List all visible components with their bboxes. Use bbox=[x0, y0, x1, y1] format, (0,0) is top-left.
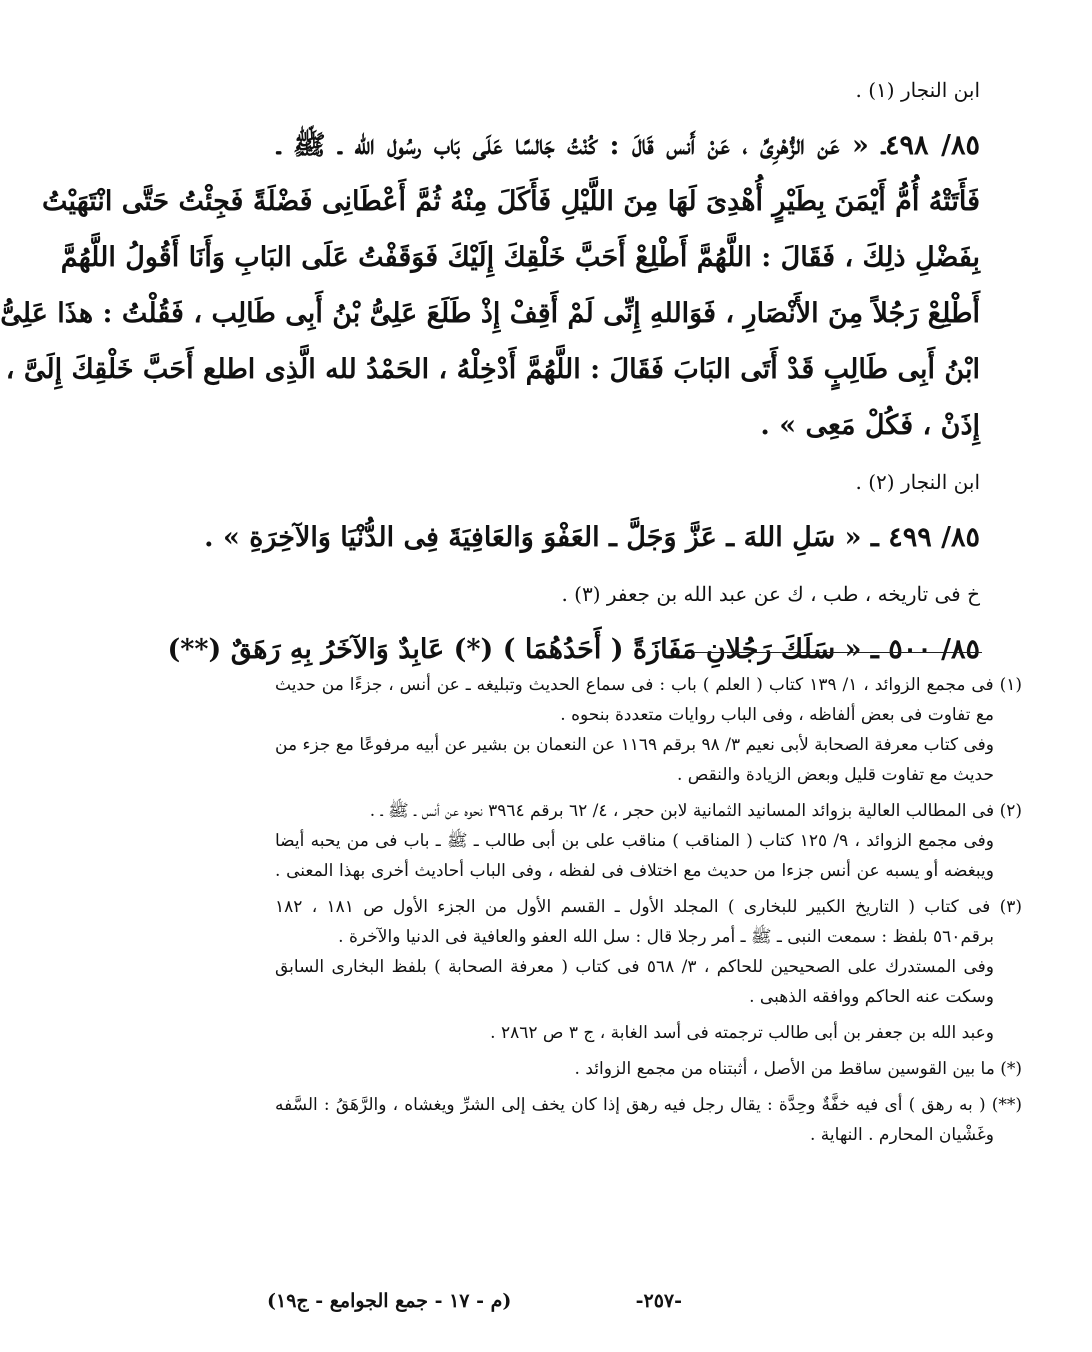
main-text bbox=[0, 62, 981, 678]
hadith-line: أَطْلِعْ رَجُلاً مِنَ الأَنْصَارِ ، فَوَاللهِ إِنِّى لَمْ أَقِفْ إِذْ طَلَعَ عَلِىُّ بْنُ أَبِى طَالِب ، فَقُلْتُ : هذَا عَلِىُّ bbox=[0, 298, 980, 329]
hadith-line: ٨٥/ ٥٠٠ ـ « سَلَكَ رَجُلانِ مَفَازَةً ( أَحَدُهُمَا ) (*) عَابِدٌ وَالآخَرُ بِهِ رَهَقٌ (**) bbox=[167, 634, 980, 665]
source-citation: خ فى تاريخه ، طب ، ك عن عبد الله بن جعفر (٣) . bbox=[561, 582, 980, 606]
footnote-line: وفى كتاب معرفة الصحابة لأبى نعيم ٣/ ٩٨ برقم ١١٦٩ عن النعمان بن بشير عن أبيه مرفوعًا مع جزء من bbox=[275, 735, 995, 755]
footnote-line: وعبد الله بن جعفر بن أبى طالب ترجمته فى أسد الغابة ، ج ٣ ص ٢٨٦٢ . bbox=[490, 1023, 994, 1043]
page-footer bbox=[247, 1290, 992, 1320]
footnote-line: ويبغضه أو يسبه عن أنس جزءا من حديث مع اختلاف فى لفظه ، وفى الباب أحاديث أخرى بهذا المعنى . bbox=[275, 861, 994, 881]
footnote-line: مع تفاوت فى بعض ألفاظه ، وفى الباب روايات متعددة بنحوه . bbox=[560, 705, 994, 725]
footnote-line: (**) ( به رهق ) أى فيه خفَّةٌ وحِدَّة : يقال رجل فيه رهق إذا كان يخف إلى الشرِّ ويغشاه ، والرَّهَقُ : السَّفه bbox=[275, 1095, 1022, 1115]
footnote-line: وفى مجمع الزوائد ، ٩/ ١٢٥ كتاب ( المناقب ) مناقب على بن أبى طالب ـ ﷺ ـ باب فى من يحبه أيضا bbox=[275, 831, 995, 851]
page-number: -٢٥٧- bbox=[635, 1290, 682, 1312]
hadith-line: بِفَضْلِ ذلِكَ ، فَقَالَ : اللَّهُمَّ أَطْلِعْ أَحَبَّ خَلْقِكَ إِلَيْكَ فَوَقَفْتُ عَلَى البَابِ وَأَنَا أَقُولُ اللَّهُمَّ bbox=[60, 242, 980, 273]
source-citation: ابن النجار (٢) . bbox=[855, 470, 980, 494]
footnote-divider bbox=[687, 652, 982, 653]
footnote-line: حديث مع تفاوت قليل وبعض الزيادة والنقص . bbox=[676, 765, 994, 785]
hadith-line: ٨٥/ ٤٩٨ـ « عَن الزُّهْرِىِّ ، عَنْ أَنس قَالَ : كُنْتُ جَالسًا عَلَى بَاب رسُول الله ـ ﷺ ـ bbox=[277, 130, 981, 161]
hadith-line: ابْنُ أَبِى طَالِبٍ قَدْ أَتَى البَابَ فَقَالَ : اللَّهُمَّ أَدْخِلْهُ ، الحَمْدُ لله الَّذِى اطلع أَحَبَّ خَلْقِكَ إِلَىَّ ، bbox=[5, 354, 980, 385]
volume-reference: (م - ١٧ - جمع الجوامع - ج١٩) bbox=[267, 1290, 512, 1312]
footnotes bbox=[275, 670, 1022, 1150]
hadith-line: إِذَنْ ، فَكُلْ مَعِى » . bbox=[760, 410, 980, 441]
hadith-line: فَأَتَتْهُ أُمُّ أَيْمَنَ بِطَيْرٍ أُهْدِىَ لَهَا مِنَ اللَّيْلِ فَأَكَلَ مِنْهُ ثُمَّ أَعْطَانِى فَضْلَةً فَجِئْتُ حَتَّى انْتَهَيْتُ bbox=[42, 186, 980, 217]
footnote-line: (٢) فى المطالب العالية بزوائد المسانيد الثمانية لابن حجر ، ٤/ ٦٢ برقم ٣٩٦٤ نحوه عن أنس ـ ﷺ ـ . bbox=[369, 801, 1022, 821]
hadith-line: ٨٥/ ٤٩٩ ـ « سَلِ اللهَ ـ عَزَّ وَجَلَّ ـ العَفْوَ وَالعَافِيَةَ فِى الدُّنْيَا وَالآخِرَةِ » . bbox=[204, 522, 980, 553]
footnote-line: وغَشْيان المحارم . النهاية . bbox=[810, 1125, 994, 1145]
footnote-line: (٣) فى كتاب ( التاريخ الكبير للبخارى ) المجلد الأول ـ القسم الأول من الجزء الأول ص ١٨١ ، ١٨٢ bbox=[275, 897, 1023, 917]
footnote-line: برقم٥٦٠ بلفظ : سمعت النبى ـ ﷺ ـ أمر رجلا قال : سل الله العفو والعافية فى الدنيا والآخرة . bbox=[338, 927, 994, 947]
source-citation: ابن النجار (١) . bbox=[855, 78, 980, 102]
footnote-line: (*) ما بين القوسين ساقط من الأصل ، أثبتناه من مجمع الزوائد . bbox=[574, 1059, 1022, 1079]
footnote-line: وسكت عنه الحاكم ووافقه الذهبى . bbox=[749, 987, 994, 1007]
footnote-line: (١) فى مجمع الزوائد ، ١/ ١٣٩ كتاب ( العلم ) باب : فى سماع الحديث وتبليغه ـ عن أنس ، جزءًا من حديث bbox=[275, 675, 1022, 695]
footnote-line: وفى المستدرك على الصحيحين للحاكم ، ٣/ ٥٦٨ فى كتاب ( معرفة الصحابة ) بلفظ البخارى السابق bbox=[275, 957, 994, 977]
